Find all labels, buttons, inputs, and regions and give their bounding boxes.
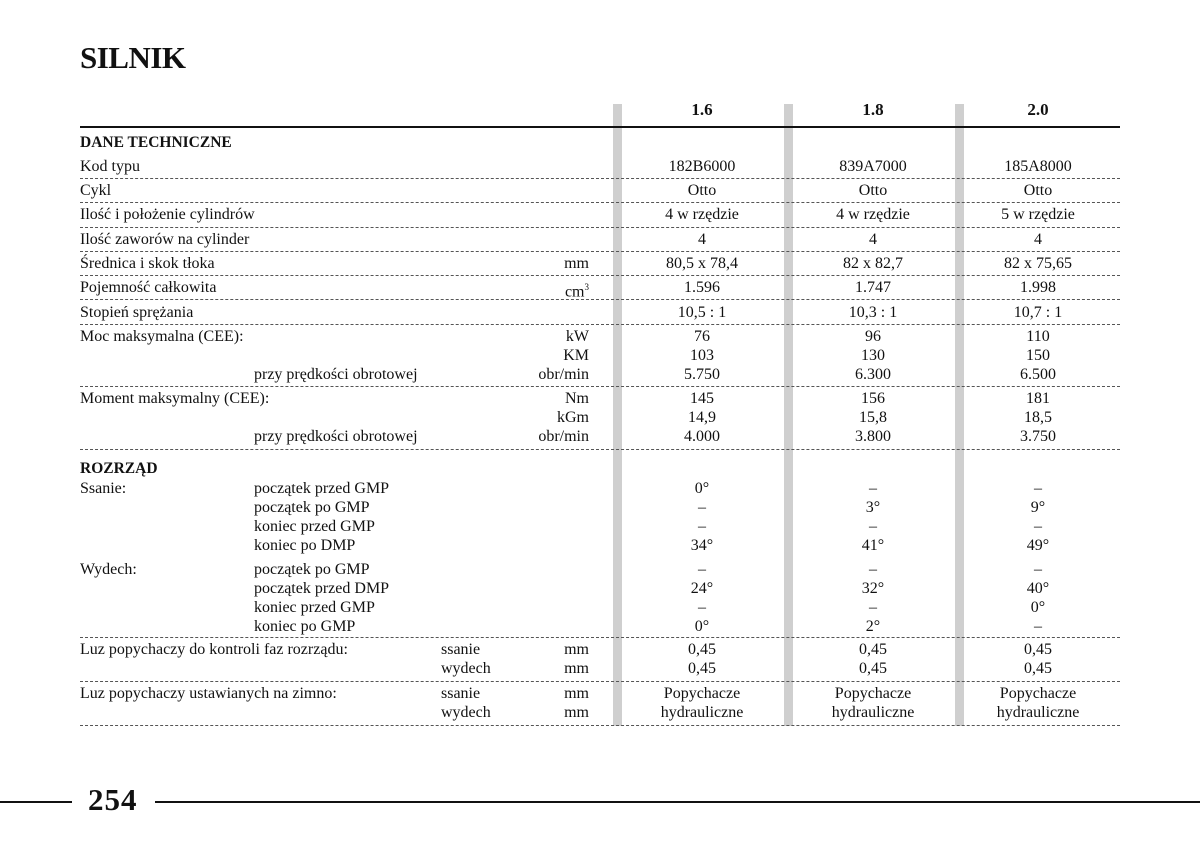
luz-zimno-sublabels: ssanie wydech	[441, 685, 491, 721]
wydech-sublabels: początek po GMP początek przed DMP koniec przed GMP koniec po GMP	[254, 561, 390, 635]
cell-zaw-2: 4	[869, 231, 877, 248]
cell-moc-1: 76 103 5.750	[684, 328, 720, 383]
cell-stop-2: 10,3 : 1	[848, 304, 898, 321]
row-divider	[80, 299, 1120, 300]
cell-sred-2: 82 x 82,7	[843, 255, 903, 272]
row-divider	[80, 386, 1120, 387]
unit-pojemnosc: $cm^3$	[564, 282, 589, 301]
column-header-1-8: 1.8	[862, 100, 884, 119]
row-label-cylindry: Ilość i położenie cylindrów	[80, 206, 255, 223]
row-divider	[80, 681, 1120, 682]
header-rule	[80, 126, 1120, 128]
row-label-cykl: Cykl	[80, 182, 112, 199]
column-header-1-6: 1.6	[691, 100, 713, 119]
cell-sred-1: 80,5 x 78,4	[666, 255, 738, 272]
section-heading-tech: DANE TECHNICZNE	[80, 134, 232, 151]
section-heading-timing: ROZRZĄD	[80, 460, 158, 477]
cell-cykl-2: Otto	[858, 182, 888, 199]
cell-wydech-2: – 32° – 2°	[861, 561, 885, 635]
cell-moc-3: 110 150 6.500	[1020, 328, 1056, 383]
row-divider	[80, 725, 1120, 726]
cell-poj-1: 1.596	[684, 279, 720, 296]
cell-luz1-1: 0,45 0,45	[688, 641, 716, 677]
cell-cyl-3: 5 w rzędzie	[1001, 206, 1075, 223]
cell-zaw-1: 4	[698, 231, 706, 248]
row-label-srednica: Średnica i skok tłoka	[80, 255, 215, 272]
cell-cykl-1: Otto	[687, 182, 717, 199]
cell-luz2-3: Popychacze hydrauliczne	[996, 685, 1080, 721]
unit-moc-kw: kW	[565, 328, 589, 345]
row-label-ssanie: Ssanie:	[80, 480, 127, 497]
page-title: SILNIK	[80, 40, 186, 75]
unit-moc-km: KM	[563, 347, 589, 364]
footer-rule-right	[155, 801, 1200, 803]
row-divider	[80, 275, 1120, 276]
cell-kod-1: 182B6000	[668, 158, 736, 175]
unit-mom-rpm: obr/min	[538, 428, 589, 445]
row-label-luz-zimno: Luz popychaczy ustawianych na zimno:	[80, 685, 337, 702]
cell-wydech-1: – 24° – 0°	[690, 561, 714, 635]
row-label-kod: Kod typu	[80, 158, 140, 175]
cell-luz1-3: 0,45 0,45	[1024, 641, 1052, 677]
row-label-wydech: Wydech:	[80, 561, 137, 578]
cell-mom-1: 145 14,9 4.000	[684, 390, 720, 445]
unit-mom-nm: Nm	[565, 390, 589, 407]
cell-wydech-3: – 40° 0° –	[1026, 561, 1050, 635]
cell-cykl-3: Otto	[1023, 182, 1053, 199]
cell-ssanie-1: 0° – – 34°	[690, 480, 714, 554]
cell-kod-3: 185A8000	[1004, 158, 1072, 175]
row-label-moc: Moc maksymalna (CEE):	[80, 328, 244, 345]
cell-moc-2: 96 130 6.300	[855, 328, 891, 383]
row-divider	[80, 324, 1120, 325]
row-divider	[80, 251, 1120, 252]
footer-rule-left	[0, 801, 72, 803]
cell-mom-2: 156 15,8 3.800	[855, 390, 891, 445]
row-divider	[80, 227, 1120, 228]
page-number: 254	[88, 782, 138, 817]
cell-ssanie-2: – 3° – 41°	[861, 480, 885, 554]
cell-stop-3: 10,7 : 1	[1013, 304, 1063, 321]
row-label-pojemnosc: Pojemność całkowita	[80, 279, 217, 296]
cell-mom-3: 181 18,5 3.750	[1020, 390, 1056, 445]
cell-luz2-1: Popychacze hydrauliczne	[660, 685, 744, 721]
luz-kontrola-sublabels: ssanie wydech	[441, 641, 491, 677]
column-header-2-0: 2.0	[1027, 100, 1049, 119]
cell-stop-1: 10,5 : 1	[677, 304, 727, 321]
row-sublabel-moment-rpm: przy prędkości obrotowej	[254, 428, 418, 445]
unit-moc-rpm: obr/min	[538, 366, 589, 383]
cell-kod-2: 839A7000	[839, 158, 907, 175]
row-divider	[80, 202, 1120, 203]
cell-luz1-2: 0,45 0,45	[859, 641, 887, 677]
cell-cyl-1: 4 w rzędzie	[665, 206, 739, 223]
row-label-zawory: Ilość zaworów na cylinder	[80, 231, 250, 248]
cell-luz2-2: Popychacze hydrauliczne	[831, 685, 915, 721]
cell-poj-3: 1.998	[1020, 279, 1056, 296]
row-sublabel-moc-rpm: przy prędkości obrotowej	[254, 366, 418, 383]
luz-kontrola-units: mm mm	[564, 641, 589, 677]
cell-ssanie-3: – 9° – 49°	[1026, 480, 1050, 554]
ssanie-sublabels: początek przed GMP początek po GMP koniec przed GMP koniec po DMP	[254, 480, 390, 554]
row-divider	[80, 637, 1120, 638]
row-label-luz-kontrola: Luz popychaczy do kontroli faz rozrządu:	[80, 641, 348, 658]
unit-mom-kgm: kGm	[557, 409, 589, 426]
cell-cyl-2: 4 w rzędzie	[836, 206, 910, 223]
row-divider	[80, 449, 1120, 450]
cell-sred-3: 82 x 75,65	[1004, 255, 1072, 272]
cell-zaw-3: 4	[1034, 231, 1042, 248]
row-divider	[80, 178, 1120, 179]
luz-zimno-units: mm mm	[564, 685, 589, 721]
unit-srednica: mm	[564, 255, 589, 272]
row-label-sprezanie: Stopień sprężania	[80, 304, 194, 321]
cell-poj-2: 1.747	[855, 279, 891, 296]
row-label-moment: Moment maksymalny (CEE):	[80, 390, 270, 407]
